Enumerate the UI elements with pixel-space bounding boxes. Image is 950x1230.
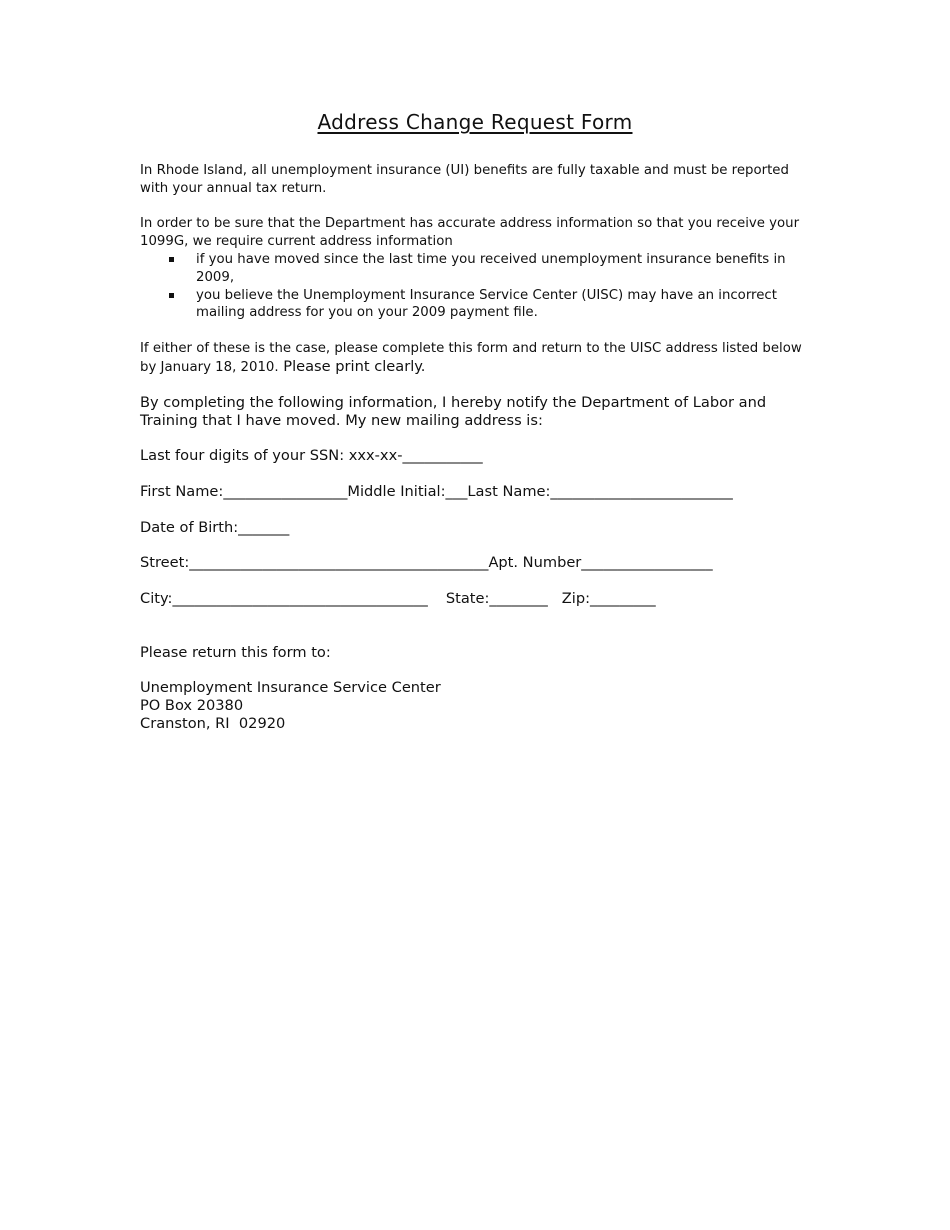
instruction-paragraph [140,340,810,376]
list-item-text: you believe the Unemployment Insurance Service Center (UISC) may have an incorrect mailing address for you on your 2009 payment file. [196,287,777,321]
return-label: Please return this form to: [140,644,331,661]
last-name-field[interactable]: Last Name:_________________________ [467,483,733,500]
city-field[interactable]: City:___________________________________ [140,590,428,607]
first-name-field[interactable]: First Name:_________________ [140,483,348,500]
square-bullet-icon [169,293,174,298]
ssn-field[interactable]: Last four digits of your SSN: xxx-xx-___________ [140,447,483,464]
list-item [140,287,810,322]
middle-initial-field[interactable]: Middle Initial:___ [347,483,468,500]
name-row [140,483,733,501]
notification-paragraph: By completing the following information, I hereby notify the Department of Labor and Training that I have moved. My new mailing address is: [140,394,767,429]
dob-field[interactable]: Date of Birth:_______ [140,519,290,536]
square-bullet-icon [169,257,174,262]
form-title: Address Change Request Form [317,110,633,134]
list-item-text: if you have moved since the last time you received unemployment insurance benefits in 2009, [196,252,786,285]
return-address-line2: PO Box 20380 [140,697,244,714]
intro-paragraph-tax: In Rhode Island, all unemployment insurance (UI) benefits are fully taxable and must be reported with your annual tax return. [140,163,789,196]
zip-field[interactable]: Zip:_________ [561,590,656,607]
street-field[interactable]: Street:_________________________________________ [140,554,489,571]
list-item [140,251,810,286]
state-field[interactable]: State:________ [445,590,548,607]
condition-list [140,251,810,322]
city-row [140,590,656,608]
intro-paragraph-address: In order to be sure that the Department has accurate address information so that you receive your 1099G, we require current address information [140,216,800,249]
return-address-line1: Unemployment Insurance Service Center [140,679,441,696]
apt-number-field[interactable]: Apt. Number__________________ [488,554,713,571]
street-row [140,554,713,572]
print-clearly-text: Please print clearly. [278,357,426,375]
instruction-text: If either of these is the case, please complete this form and return to the UISC address listed below by January 18, 2010. [140,341,802,375]
return-address-line3: Cranston, RI 02920 [140,715,286,732]
